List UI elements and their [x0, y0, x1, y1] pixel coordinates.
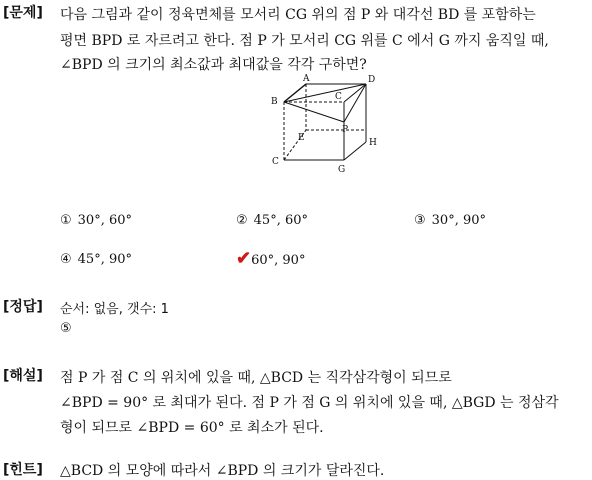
- option-5-text: 60°, 90°: [251, 253, 306, 268]
- figure-label-h: H: [369, 138, 377, 148]
- answer-line-1: 순서: 없음, 갯수: 1: [60, 302, 169, 317]
- cube-figure: [266, 72, 386, 182]
- explanation-tag: [해설]: [3, 368, 43, 384]
- explanation-line-3: 형이 되므로 ∠BPD = 60° 로 최소가 된다.: [60, 420, 324, 436]
- option-3-number: ③: [414, 213, 426, 228]
- figure-label-e: E: [298, 133, 305, 143]
- option-3[interactable]: [414, 213, 486, 228]
- option-3-text: 30°, 90°: [431, 213, 487, 228]
- explanation-line-2: ∠BPD = 90° 로 최대가 된다. 점 P 가 점 G 의 위치에 있을 때, △BGD 는 정삼각: [60, 395, 559, 411]
- problem-line-2: 평면 BPD 로 자르려고 한다. 점 P 가 모서리 CG 위를 C 에서 G 까지 움직일 때,: [60, 33, 549, 49]
- option-4-number: ④: [60, 252, 72, 267]
- option-5[interactable]: [236, 248, 305, 269]
- option-1[interactable]: [60, 213, 132, 228]
- problem-line-3: ∠BPD 의 크기의 최소값과 최대값을 각각 구하면?: [60, 57, 367, 73]
- option-1-number: ①: [60, 213, 72, 228]
- checkmark-icon: ✔: [236, 248, 252, 269]
- option-1-text: 30°, 60°: [77, 213, 133, 228]
- figure-label-p: P: [342, 125, 349, 135]
- answer-tag: [정답]: [3, 299, 43, 315]
- figure-label-a: A: [303, 74, 310, 84]
- option-2-number: ②: [236, 213, 248, 228]
- figure-label-d: D: [368, 75, 376, 85]
- hint-tag: [힌트]: [3, 462, 43, 478]
- problem-tag: [문제]: [3, 5, 43, 21]
- problem-line-1: 다음 그림과 같이 정육면체를 모서리 CG 위의 점 P 와 대각선 BD 를 포함하는: [60, 7, 536, 23]
- option-4-text: 45°, 90°: [77, 252, 133, 267]
- figure-label-c-top: C: [335, 92, 342, 102]
- figure-label-b: B: [271, 97, 278, 107]
- option-2[interactable]: [236, 213, 308, 228]
- option-2-text: 45°, 60°: [253, 213, 309, 228]
- figure-label-c: C: [272, 157, 279, 167]
- hint-line: △BCD 의 모양에 따라서 ∠BPD 의 크기가 달라진다.: [60, 463, 385, 479]
- option-4[interactable]: [60, 252, 132, 267]
- figure-label-g: G: [338, 165, 346, 175]
- explanation-line-1: 점 P 가 점 C 의 위치에 있을 때, △BCD 는 직각삼각형이 되므로: [60, 370, 452, 386]
- answer-line-2: ⑤: [60, 321, 72, 336]
